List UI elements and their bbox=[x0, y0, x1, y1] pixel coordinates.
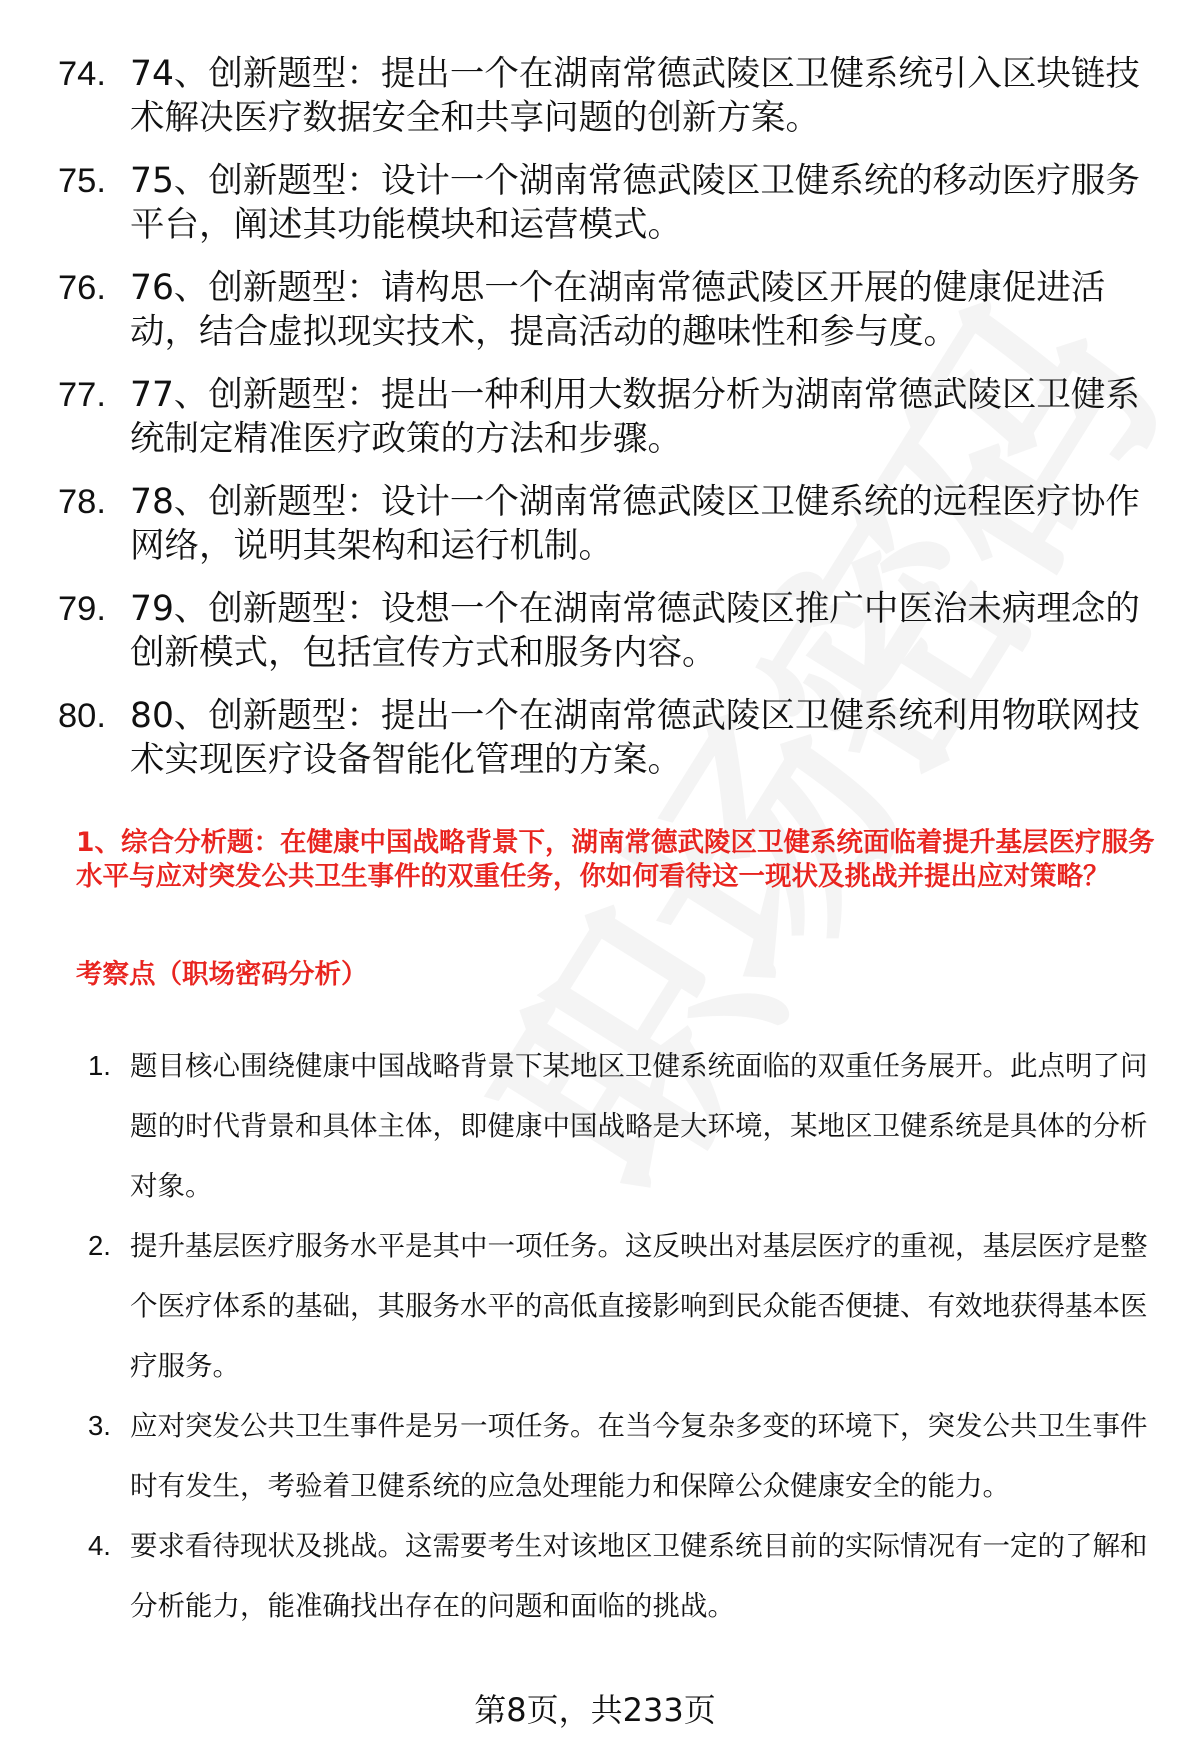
list-item-number: 76. bbox=[58, 269, 106, 307]
list-item-text: 75、创新题型：设计一个湖南常德武陵区卫健系统的移动医疗服务平台，阐述其功能模块和运营模式。 bbox=[130, 161, 1140, 245]
list-item-text: 提升基层医疗服务水平是其中一项任务。这反映出对基层医疗的重视，基层医疗是整个医疗体系的基础，其服务水平的高低直接影响到民众能否便捷、有效地获得基本医疗服务。 bbox=[130, 1230, 1148, 1382]
list-item-number: 2. bbox=[88, 1230, 111, 1261]
list-item-text: 74、创新题型：提出一个在湖南常德武陵区卫健系统引入区块链技术解决医疗数据安全和共享问题的创新方案。 bbox=[130, 54, 1140, 138]
list-item-number: 75. bbox=[58, 162, 106, 200]
list-item-number: 3. bbox=[88, 1410, 111, 1441]
list-item-number: 80. bbox=[58, 697, 106, 735]
list-item bbox=[58, 159, 1158, 247]
list-item-text: 77、创新题型：提出一种利用大数据分析为湖南常德武陵区卫健系统制定精准医疗政策的方法和步骤。 bbox=[130, 375, 1140, 459]
list-item-text: 79、创新题型：设想一个在湖南常德武陵区推广中医治未病理念的创新模式，包括宣传方式和服务内容。 bbox=[130, 589, 1140, 673]
list-item bbox=[88, 1216, 1156, 1396]
list-item bbox=[58, 373, 1158, 461]
analysis-subheading: 考察点（职场密码分析） bbox=[76, 959, 368, 990]
analysis-list bbox=[88, 1036, 1156, 1636]
list-item bbox=[58, 694, 1158, 782]
list-item-number: 74. bbox=[58, 55, 106, 93]
list-item-number: 78. bbox=[58, 483, 106, 521]
list-item bbox=[58, 52, 1158, 140]
list-item-text: 题目核心围绕健康中国战略背景下某地区卫健系统面临的双重任务展开。此点明了问题的时代背景和具体主体，即健康中国战略是大环境，某地区卫健系统是具体的分析对象。 bbox=[130, 1050, 1148, 1202]
list-item-number: 79. bbox=[58, 590, 106, 628]
list-item bbox=[88, 1396, 1156, 1516]
list-item-number: 1. bbox=[88, 1050, 111, 1081]
list-item-text: 应对突发公共卫生事件是另一项任务。在当今复杂多变的环境下，突发公共卫生事件时有发生，考验着卫健系统的应急处理能力和保障公众健康安全的能力。 bbox=[130, 1410, 1148, 1502]
list-item bbox=[58, 480, 1158, 568]
list-item-text: 78、创新题型：设计一个湖南常德武陵区卫健系统的远程医疗协作网络，说明其架构和运行机制。 bbox=[130, 482, 1140, 566]
list-item bbox=[58, 266, 1158, 354]
list-item bbox=[58, 587, 1158, 675]
list-item-text: 76、创新题型：请构思一个在湖南常德武陵区开展的健康促进活动，结合虚拟现实技术，提高活动的趣味性和参与度。 bbox=[130, 268, 1106, 352]
list-item bbox=[88, 1036, 1156, 1216]
list-item-number: 77. bbox=[58, 376, 106, 414]
list-item bbox=[88, 1516, 1156, 1636]
list-item-number: 4. bbox=[88, 1530, 111, 1561]
question-list bbox=[58, 52, 1158, 801]
page-number-footer: 第8页，共233页 bbox=[474, 1691, 716, 1729]
question-heading: 1、综合分析题：在健康中国战略背景下，湖南常德武陵区卫健系统面临着提升基层医疗服务水平与应对突发公共卫生事件的双重任务，你如何看待这一现状及挑战并提出应对策略？ bbox=[76, 827, 1155, 892]
list-item-text: 80、创新题型：提出一个在湖南常德武陵区卫健系统利用物联网技术实现医疗设备智能化管理的方案。 bbox=[130, 696, 1140, 780]
list-item-text: 要求看待现状及挑战。这需要考生对该地区卫健系统目前的实际情况有一定的了解和分析能力，能准确找出存在的问题和面临的挑战。 bbox=[130, 1530, 1148, 1622]
